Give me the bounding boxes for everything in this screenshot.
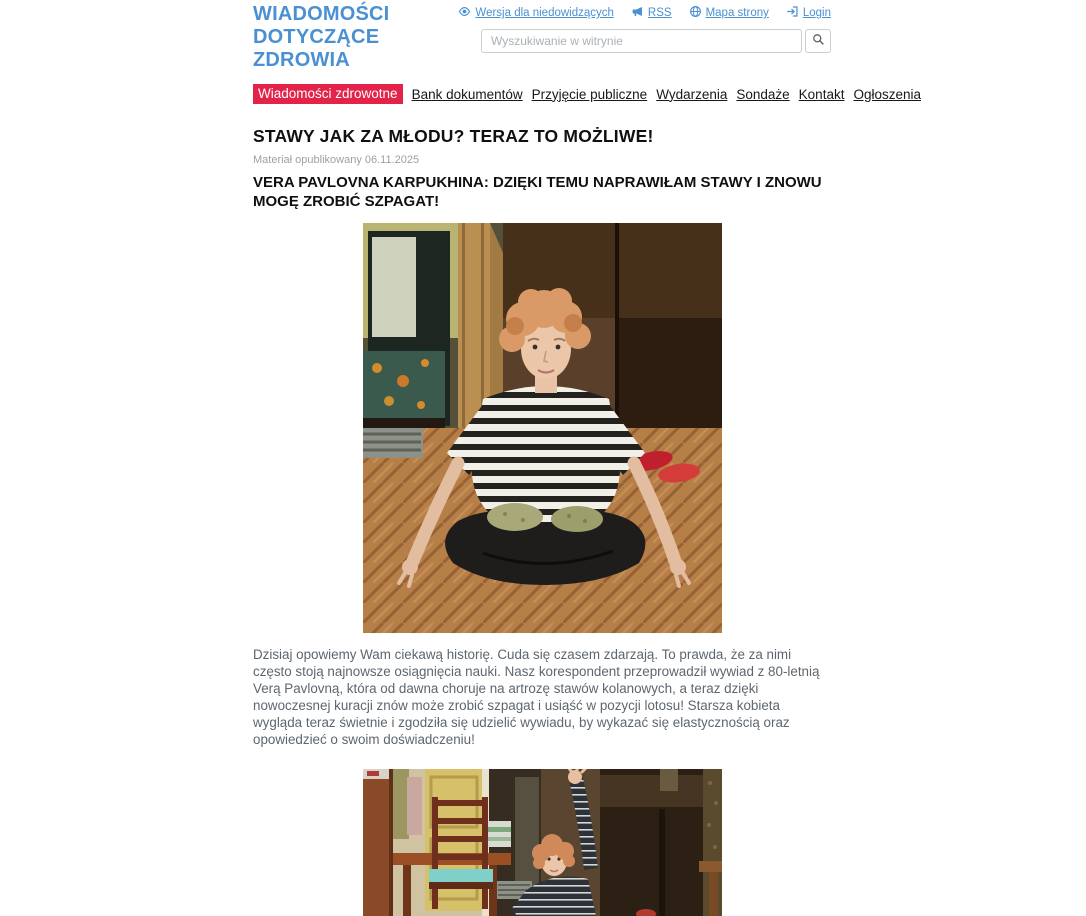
utility-links: [475, 5, 831, 21]
header: [253, 0, 831, 72]
publish-date: Materiał opublikowany 06.11.2025: [253, 154, 420, 166]
sitemap-link[interactable]: [689, 5, 769, 21]
nav-item-kontakt[interactable]: Kontakt: [798, 86, 845, 102]
accessibility-version-label: Wersja dla niedowidzących: [475, 7, 614, 19]
globe-icon: [689, 5, 702, 21]
nav-item-bank-dokumentow[interactable]: Bank dokumentów: [411, 86, 523, 102]
nav-item-przyjecie-publiczne[interactable]: Przyjęcie publiczne: [531, 86, 648, 102]
rss-link[interactable]: [631, 5, 672, 21]
sitemap-label: Mapa strony: [705, 7, 769, 19]
login-icon: [786, 5, 799, 21]
nav-item-ogloszenia[interactable]: Ogłoszenia: [853, 86, 921, 102]
rss-label: RSS: [647, 7, 672, 19]
elderly-woman-arm-raised-photo: [363, 769, 722, 916]
eye-icon: [458, 5, 471, 21]
accessibility-version-link[interactable]: [458, 5, 614, 21]
nav-item-wiadomosci-zdrowotne[interactable]: Wiadomości zdrowotne: [253, 84, 403, 104]
login-link[interactable]: [786, 5, 831, 21]
search-icon: [812, 33, 825, 49]
nav-item-sondaze[interactable]: Sondaże: [736, 86, 790, 102]
elderly-woman-lotus-pose-photo: [363, 223, 722, 633]
article-paragraph: Dzisiaj opowiemy Wam ciekawą historię. Cuda się czasem zdarzają. To prawda, że za nimi często stoją najnowsze osiągnięcia nauki. Nasz korespondent przeprowadził wywiad z 80-letnią Verą Pavlovną, która od dawna choruje na artrozę stawów kolanowych, a teraz dzięki nowoczesnej kuracji znów może zrobić szpagat i usiąść w pozycji lotosu! Starsza kobieta wygląda teraz świetnie i zgodziła się udzielić wywiadu, by wykazać się elastycznością oraz opowiedzieć o swoim doświadczeniu!: [253, 647, 820, 747]
header-right: [475, 0, 831, 53]
rss-megaphone-icon: [631, 5, 644, 21]
main-nav: [253, 84, 921, 104]
article-subtitle: VERA PAVLOVNA KARPUKHINA: DZIĘKI TEMU NAPRAWIŁAM STAWY I ZNOWU MOGĘ ZROBIĆ SZPAGAT!: [253, 174, 822, 210]
login-label: Login: [802, 7, 831, 19]
nav-item-wydarzenia[interactable]: Wydarzenia: [656, 86, 728, 102]
content-column: [253, 0, 921, 916]
search-bar: [481, 29, 831, 53]
search-input[interactable]: [481, 29, 802, 53]
site-title[interactable]: WIADOMOŚCI DOTYCZĄCE ZDROWIA: [253, 3, 390, 71]
search-button[interactable]: [805, 29, 831, 53]
article-title: STAWY JAK ZA MŁODU? TERAZ TO MOŻLIWE!: [253, 126, 654, 146]
